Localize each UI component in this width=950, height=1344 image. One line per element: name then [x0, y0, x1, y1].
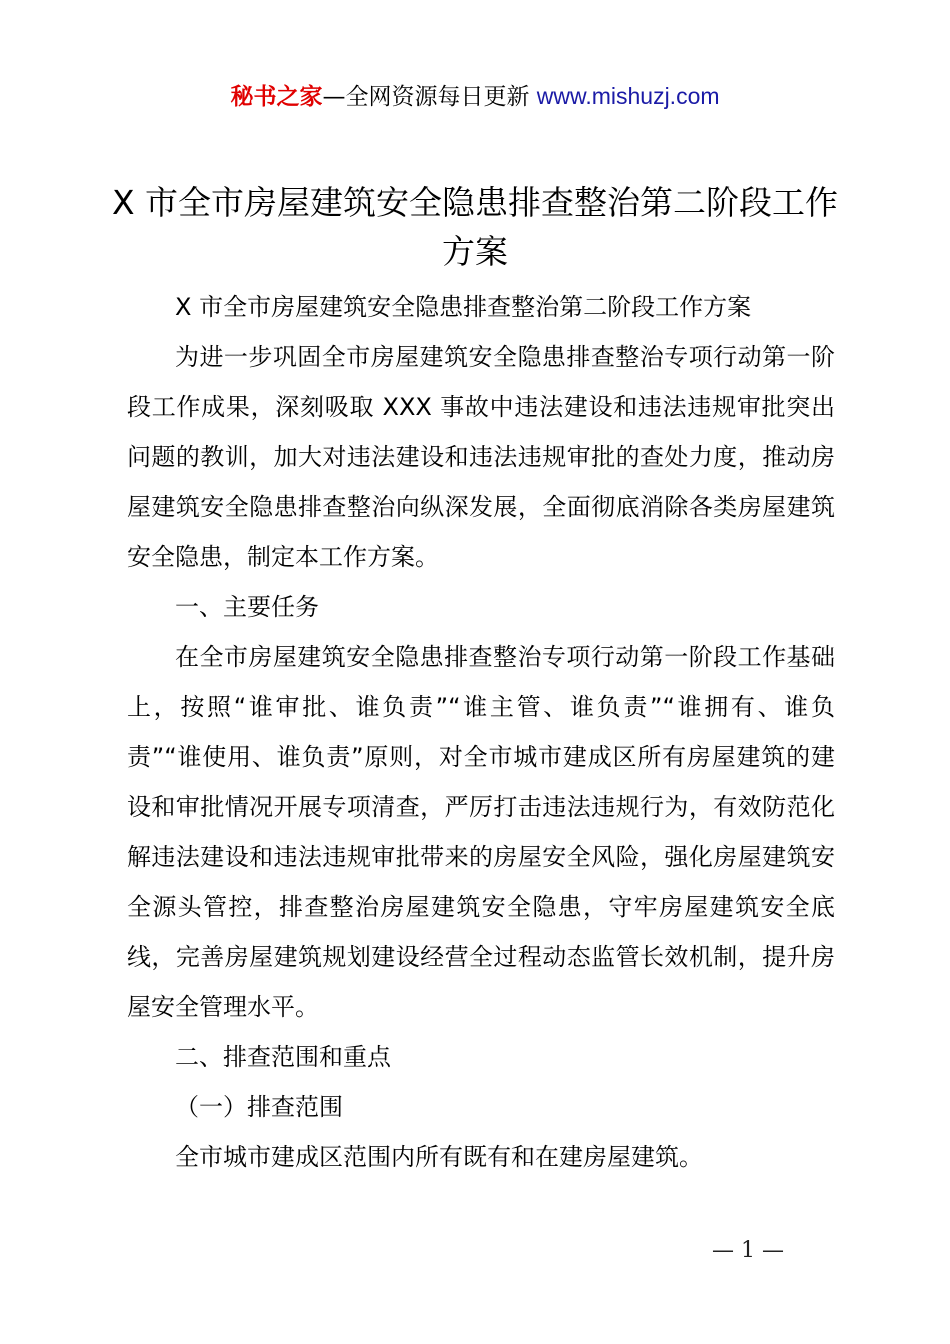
document-body [127, 282, 835, 1182]
subtitle-paragraph: X 市全市房屋建筑安全隐患排查整治第二阶段工作方案 [175, 293, 752, 321]
main-tasks-paragraph: 在全市房屋建筑安全隐患排查整治专项行动第一阶段工作基础上，按照“谁审批、谁负责”“谁主管、谁负责”“谁拥有、谁负责”“谁使用、谁负责”原则，对全市城市建成区所有房屋建筑的建设和审批情况开展专项清查，严厉打击违法违规行为，有效防范化解违法建设和违法违规审批带来的房屋安全风险，强化房屋建筑安全源头管控，排查整治房屋建筑安全隐患，守牢房屋建筑安全底线，完善房屋建筑规划建设经营全过程动态监管长效机制，提升房屋安全管理水平。 [127, 643, 835, 1021]
section-heading-main-tasks: 一、主要任务 [175, 593, 319, 621]
document-title: X 市全市房屋建筑安全隐患排查整治第二阶段工作方案 [111, 183, 839, 271]
banner-brand: 秘书之家 [230, 84, 323, 110]
section-heading-scope: 二、排查范围和重点 [175, 1043, 391, 1071]
banner-tagline: —全网资源每日更新 [322, 84, 537, 110]
banner-url-link[interactable]: www.mishuzj.com [536, 83, 720, 109]
site-banner [0, 80, 950, 113]
page-number: — 1 — [712, 1238, 784, 1263]
scope-paragraph: 全市城市建成区范围内所有既有和在建房屋建筑。 [175, 1143, 703, 1171]
subsection-heading-scope: （一）排查范围 [175, 1093, 343, 1121]
intro-paragraph: 为进一步巩固全市房屋建筑安全隐患排查整治专项行动第一阶段工作成果，深刻吸取 XXX 事故中违法建设和违法违规审批突出问题的教训，加大对违法建设和违法违规审批的查处力度，推动房屋建筑安全隐患排查整治向纵深发展，全面彻底消除各类房屋建筑安全隐患，制定本工作方案。 [127, 343, 835, 571]
